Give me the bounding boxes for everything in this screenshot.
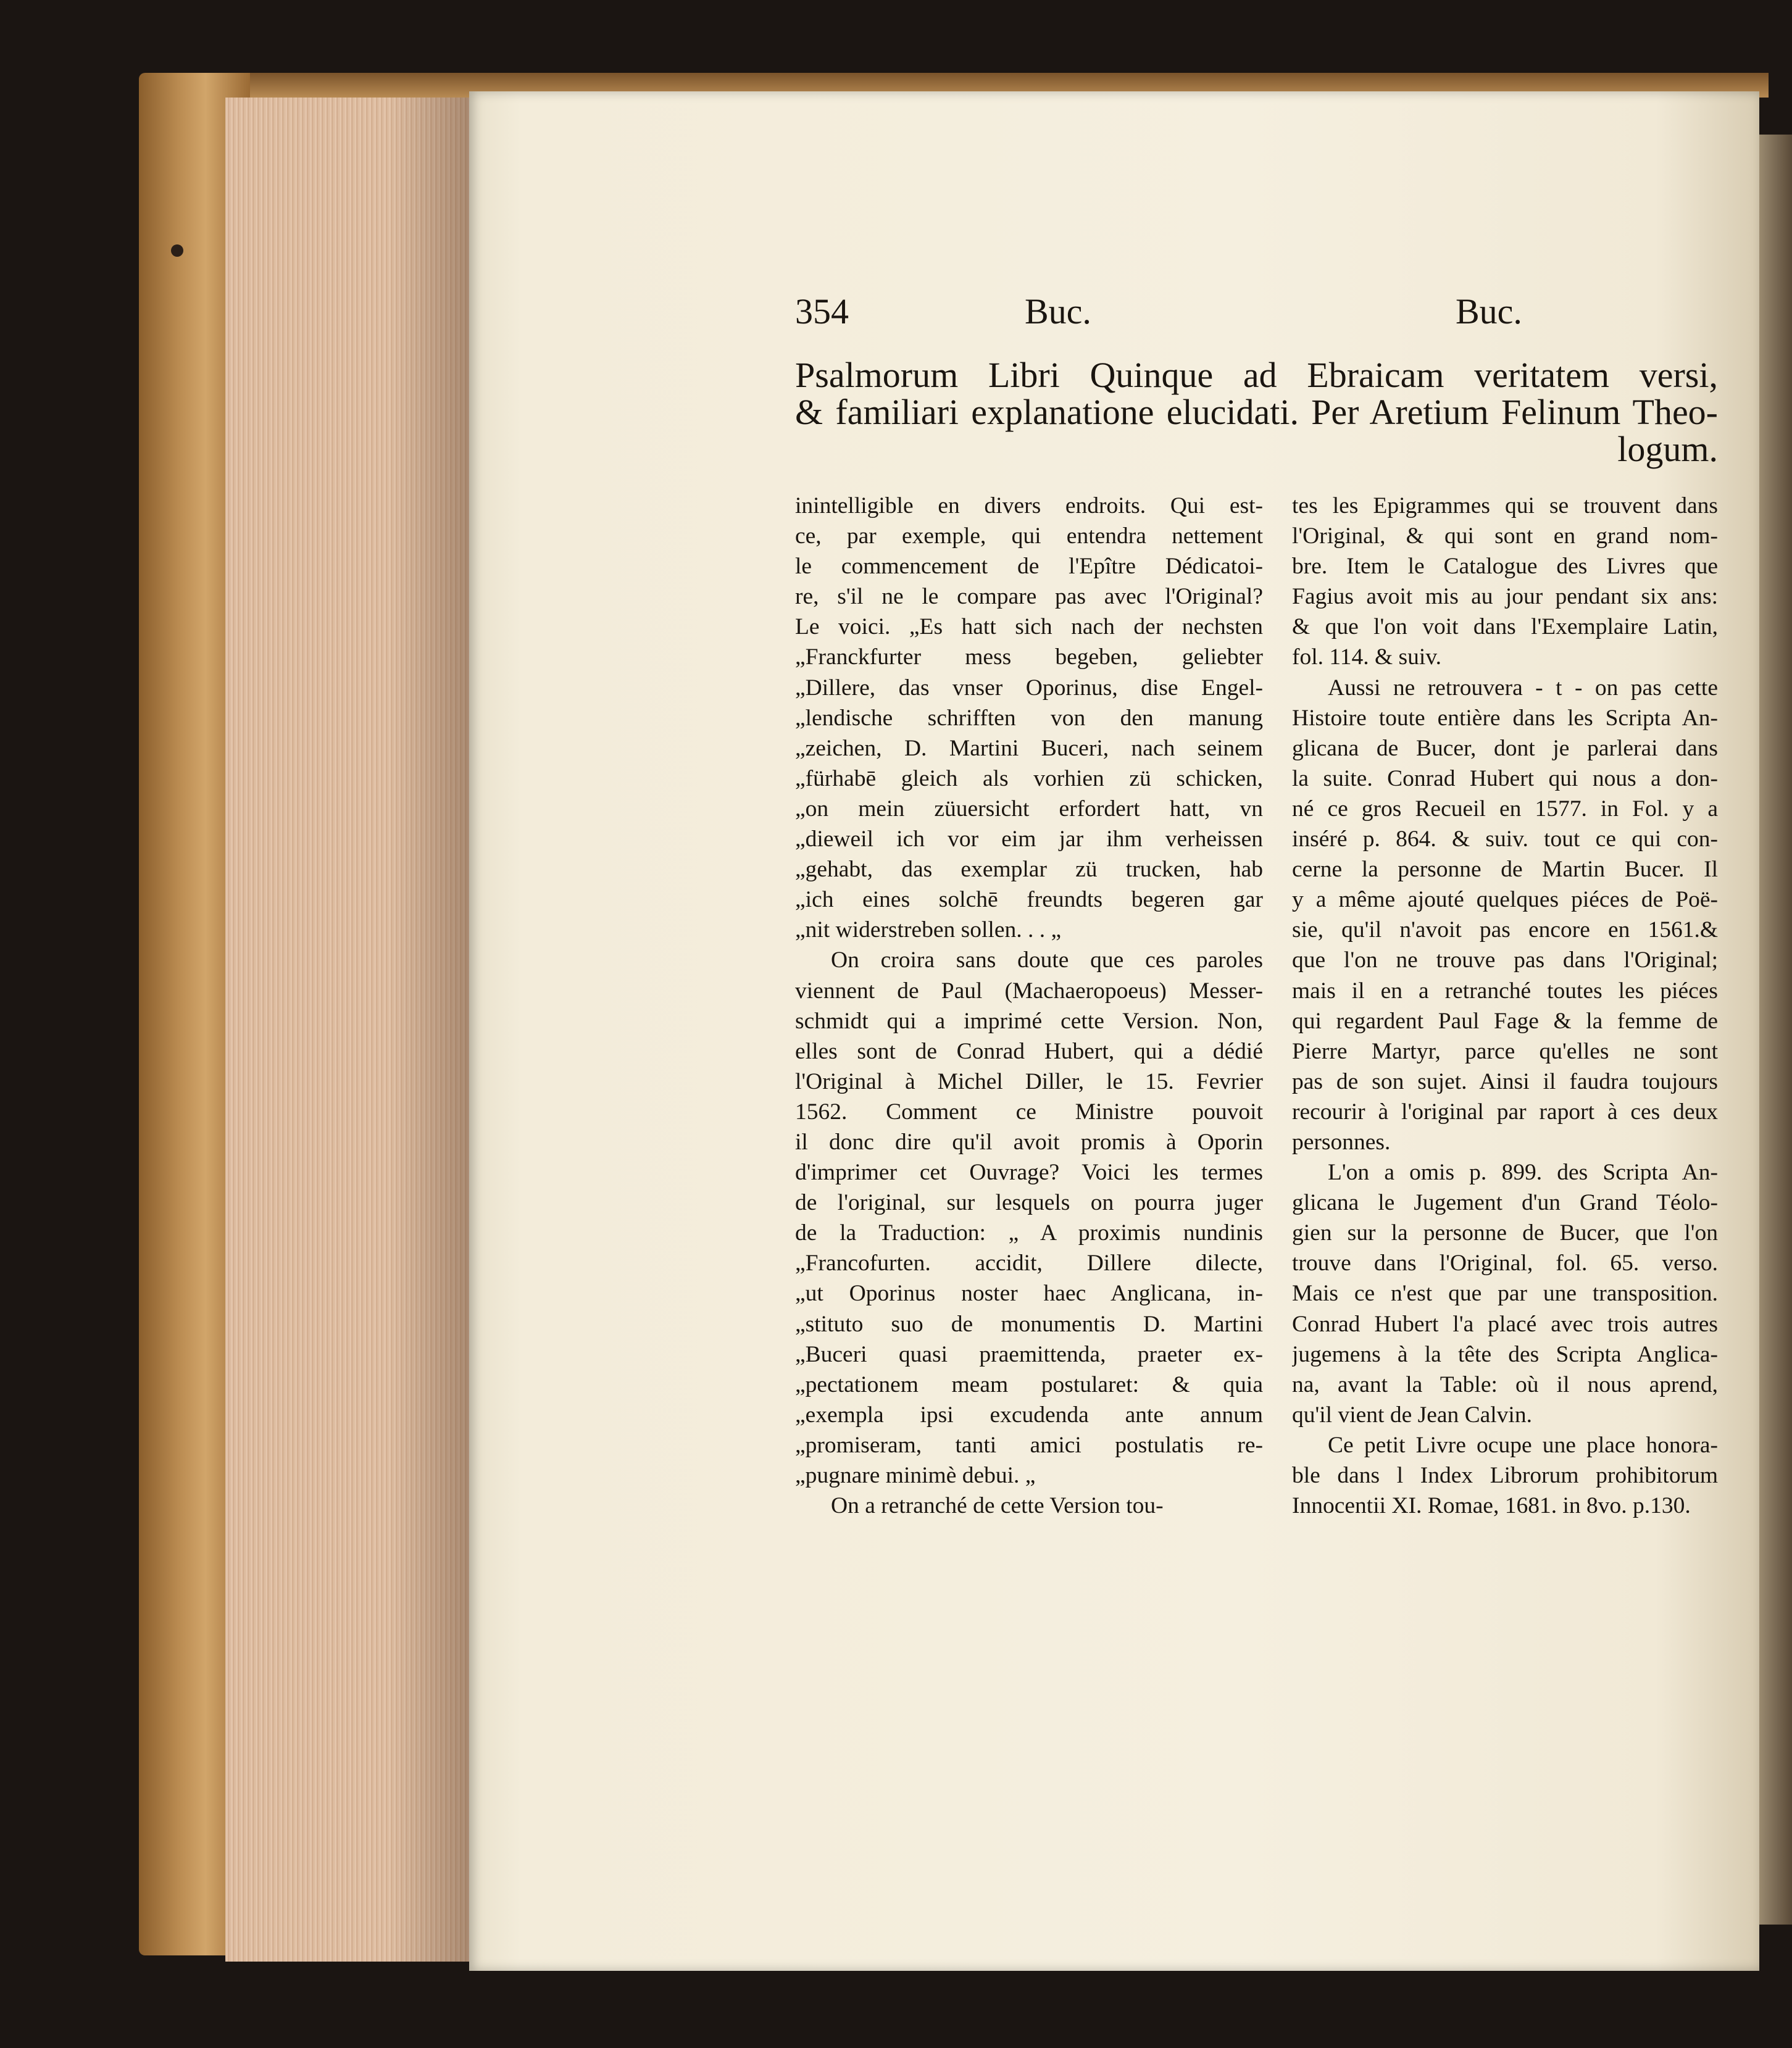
text-line: Pierre Martyr, parce qu'elles ne sont — [1292, 1038, 1718, 1064]
text-line: sie, qu'il n'avoit pas encore en 1561.& — [1292, 917, 1718, 943]
running-head-right: Buc. — [1456, 291, 1522, 331]
text-line: il donc dire qu'il avoit promis à Oporin — [795, 1129, 1263, 1155]
title-line: logum. — [1617, 429, 1718, 469]
text-line: „Dillere, das vnser Oporinus, dise Engel- — [795, 675, 1263, 701]
page-number: 354 — [795, 291, 849, 331]
text-line: Histoire toute entière dans les Scripta An- — [1292, 705, 1718, 731]
text-line: On a retranché de cette Version tou- — [831, 1493, 1164, 1519]
text-line: ce, par exemple, qui entendra nettement — [795, 523, 1263, 549]
text-line: Innocentii XI. Romae, 1681. in 8vo. p.130. — [1292, 1493, 1691, 1519]
text-line: 1562. Comment ce Ministre pouvoit — [795, 1099, 1263, 1125]
text-line: bre. Item le Catalogue des Livres que — [1292, 554, 1718, 580]
text-line: inséré p. 864. & suiv. tout ce qui con- — [1292, 826, 1718, 852]
text-line: „exempla ipsi excudenda ante annum — [795, 1402, 1263, 1428]
text-line: l'Original à Michel Diller, le 15. Fevrier — [795, 1068, 1263, 1094]
text-line: „stituto suo de monumentis D. Martini — [795, 1311, 1263, 1337]
text-line: L'on a omis p. 899. des Scripta An- — [1328, 1160, 1718, 1186]
text-line: „gehabt, das exemplar zü trucken, hab — [795, 857, 1263, 883]
text-line: ble dans l Index Librorum prohibitorum — [1292, 1463, 1718, 1488]
text-line: glicana le Jugement d'un Grand Téolo- — [1292, 1190, 1718, 1216]
text-line: Ce petit Livre ocupe une place honora- — [1328, 1432, 1718, 1458]
text-line: „pugnare minimè debui. „ — [795, 1463, 1036, 1488]
text-line: tes les Epigrammes qui se trouvent dans — [1292, 493, 1718, 518]
text-line: „promiseram, tanti amici postulatis re- — [795, 1432, 1263, 1458]
text-line: fol. 114. & suiv. — [1292, 644, 1442, 670]
text-line: le commencement de l'Epître Dédicatoi- — [795, 554, 1263, 580]
text-line: qu'il vient de Jean Calvin. — [1292, 1402, 1532, 1428]
title-line: & familiari explanatione elucidati. Per Aretium Felinum Theo- — [795, 392, 1718, 432]
text-line: Conrad Hubert l'a placé avec trois autres — [1292, 1311, 1718, 1337]
text-line: recourir à l'original par raport à ces deux — [1292, 1099, 1718, 1125]
text-line: la suite. Conrad Hubert qui nous a don- — [1292, 765, 1718, 791]
text-line: l'Original, & qui sont en grand nom- — [1292, 523, 1718, 549]
text-line: „nit widerstreben sollen. . . „ — [795, 917, 1062, 943]
text-line: „ich eines solchē freundts begeren gar — [795, 887, 1263, 913]
text-line: trouve dans l'Original, fol. 65. verso. — [1292, 1251, 1718, 1276]
text-line: viennent de Paul (Machaeropoeus) Messer- — [795, 978, 1263, 1004]
text-line: „Buceri quasi praemittenda, praeter ex- — [795, 1341, 1263, 1367]
text-line: „ut Oporinus noster haec Anglicana, in- — [795, 1281, 1263, 1307]
text-line: elles sont de Conrad Hubert, qui a dédié — [795, 1038, 1263, 1064]
cover-nail — [171, 244, 183, 257]
text-line: Aussi ne retrouvera - t - on pas cette — [1328, 675, 1718, 701]
text-line: de l'original, sur lesquels on pourra juger — [795, 1190, 1263, 1216]
text-line: Fagius avoit mis au jour pendant six ans: — [1292, 584, 1718, 610]
text-line: „fürhabē gleich als vorhien zü schicken, — [795, 765, 1263, 791]
text-line: schmidt qui a imprimé cette Version. Non, — [795, 1008, 1263, 1034]
text-line: inintelligible en divers endroits. Qui est- — [795, 493, 1263, 518]
text-line: de la Traduction: „ A proximis nundinis — [795, 1220, 1263, 1246]
text-line: „lendische schrifften von den manung — [795, 705, 1263, 731]
title-line: Psalmorum Libri Quinque ad Ebraicam veritatem versi, — [795, 355, 1718, 395]
text-line: gien sur la personne de Bucer, que l'on — [1292, 1220, 1718, 1246]
text-line: pas de son sujet. Ainsi il faudra toujours — [1292, 1068, 1718, 1094]
text-line: glicana de Bucer, dont je parlerai dans — [1292, 735, 1718, 761]
text-line: na, avant la Table: où il nous aprend, — [1292, 1372, 1718, 1397]
text-line: Le voici. „Es hatt sich nach der nechsten — [795, 614, 1263, 640]
text-line: mais il en a retranché toutes les piéces — [1292, 978, 1718, 1004]
facing-page-edge — [1759, 135, 1792, 1925]
text-line: que l'on ne trouve pas dans l'Original; — [1292, 947, 1718, 973]
entry-title — [795, 357, 1718, 468]
running-head-left: Buc. — [1025, 291, 1091, 331]
text-line: cerne la personne de Martin Bucer. Il — [1292, 857, 1718, 883]
text-line: On croira sans doute que ces paroles — [831, 947, 1263, 973]
text-line: né ce gros Recueil en 1577. in Fol. y a — [1292, 796, 1718, 822]
left-text-column — [795, 491, 1263, 1521]
text-line: re, s'il ne le compare pas avec l'Original? — [795, 584, 1263, 610]
text-line: „zeichen, D. Martini Buceri, nach seinem — [795, 735, 1263, 761]
text-line: personnes. — [1292, 1129, 1391, 1155]
text-line: „Franckfurter mess begeben, geliebter — [795, 644, 1263, 670]
text-line: jugemens à la tête des Scripta Anglica- — [1292, 1341, 1718, 1367]
text-line: & que l'on voit dans l'Exemplaire Latin, — [1292, 614, 1718, 640]
page-block-edge — [225, 98, 469, 1962]
text-line: „Francofurten. accidit, Dillere dilecte, — [795, 1251, 1263, 1276]
text-line: qui regardent Paul Fage & la femme de — [1292, 1008, 1718, 1034]
text-line: „on mein züuersicht erfordert hatt, vn — [795, 796, 1263, 822]
text-line: y a même ajouté quelques piéces de Poë- — [1292, 887, 1718, 913]
text-line: d'imprimer cet Ouvrage? Voici les termes — [795, 1160, 1263, 1186]
text-line: „pectationem meam postularet: & quia — [795, 1372, 1263, 1397]
right-text-column — [1292, 491, 1718, 1521]
text-line: „dieweil ich vor eim jar ihm verheissen — [795, 826, 1263, 852]
text-line: Mais ce n'est que par une transposition. — [1292, 1281, 1718, 1307]
